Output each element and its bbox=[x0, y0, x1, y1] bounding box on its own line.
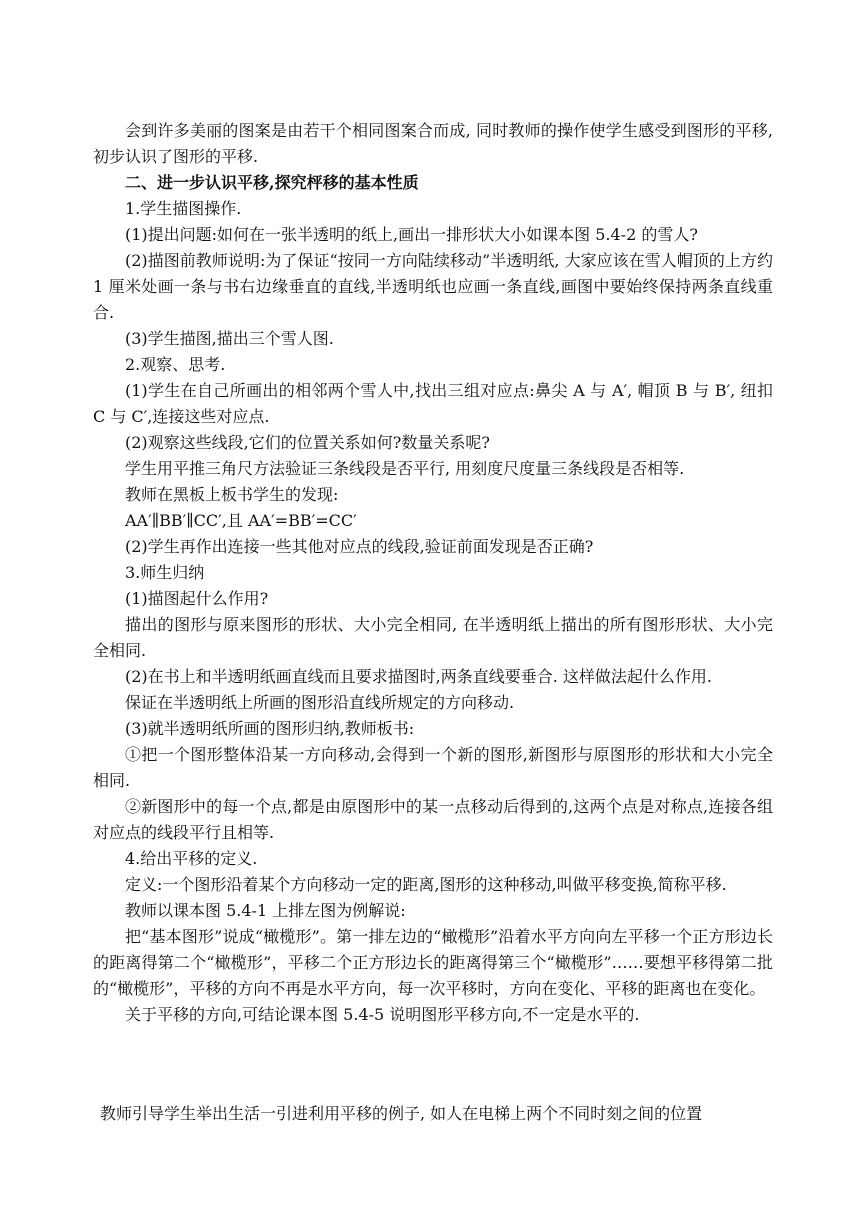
paragraph: (2)观察这些线段,它们的位置关系如何?数量关系呢? bbox=[125, 433, 490, 452]
paragraph-last-line: 教师引导学生举出生活一引进利用平移的例子, 如人在电梯上两个不同时刻之间的位置 bbox=[100, 1104, 703, 1123]
paragraph: (2)学生再作出连接一些其他对应点的线段,验证前面发现是否正确? bbox=[125, 537, 594, 556]
section-heading: 二、进一步认识平移,探究枰移的基本性质 bbox=[125, 173, 419, 192]
paragraph: 描出的图形与原来图形的形状、大小完全相同, 在半透明纸上描出的所有图形形状、大小完全相同. bbox=[93, 615, 773, 660]
paragraph: 把“基本图形”说成“橄榄形”。第一排左边的“橄榄形”沿着水平方向向左平移一个正方形边长的距离得第二个“橄榄形”，平移二个正方形边长的距离得第三个“橄榄形”……要想平移得第二批的“橄榄形”，平移的方向不再是水平方向，每一次平移时，方向在变化、平移的距离也在变化。 bbox=[93, 927, 773, 998]
paragraph: 教师在黑板上板书学生的发现: bbox=[125, 485, 339, 504]
paragraph: 定义:一个图形沿着某个方向移动一定的距离,图形的这种移动,叫做平移变换,简称平移. bbox=[125, 875, 727, 894]
paragraph: (2)在书上和半透明纸画直线而且要求描图时,两条直线要垂合. 这样做法起什么作用. bbox=[125, 667, 713, 686]
paragraph: 4.给出平移的定义. bbox=[125, 849, 258, 868]
paragraph: ②新图形中的每一个点,都是由原图形中的某一点移动后得到的,这两个点是对称点,连接各组对应点的线段平行且相等. bbox=[93, 797, 773, 842]
paragraph: (1)学生在自己所画出的相邻两个雪人中,找出三组对应点:鼻尖 A 与 A′, 帽顶 B 与 B′, 纽扣 C 与 C′,连接这些对应点. bbox=[93, 381, 773, 426]
paragraph: 教师以课本图 5.4-1 上排左图为例解说: bbox=[125, 901, 406, 920]
paragraph: 学生用平推三角尺方法验证三条线段是否平行, 用刻度尺度量三条线段是否相等. bbox=[125, 459, 685, 478]
paragraph: 会到许多美丽的图案是由若干个相同图案合而成, 同时教师的操作使学生感受到图形的平移,初步认识了图形的平移. bbox=[93, 121, 773, 166]
paragraph: (1)描图起什么作用? bbox=[125, 589, 269, 608]
paragraph: (1)提出问题:如何在一张半透明的纸上,画出一排形状大小如课本图 5.4-2 的雪人? bbox=[125, 225, 698, 244]
document-body bbox=[93, 118, 773, 1028]
paragraph: 1.学生描图操作. bbox=[125, 199, 242, 218]
paragraph: ①把一个图形整体沿某一方向移动,会得到一个新的图形,新图形与原图形的形状和大小完全相同. bbox=[93, 745, 773, 790]
paragraph: 保证在半透明纸上所画的图形沿直线所规定的方向移动. bbox=[125, 693, 515, 712]
formula-line: AA′∥BB′∥CC′,且 AA′=BB′=CC′ bbox=[125, 511, 357, 530]
paragraph: 3.师生归纳 bbox=[125, 563, 205, 582]
paragraph: (2)描图前教师说明:为了保证“按同一方向陆续移动”半透明纸, 大家应该在雪人帽顶的上方约 1 厘米处画一条与书右边缘垂直的直线,半透明纸也应画一条直线,画图中要始终保持两条直线重合. bbox=[93, 251, 773, 322]
paragraph: 2.观察、思考. bbox=[125, 355, 226, 374]
paragraph: (3)学生描图,描出三个雪人图. bbox=[125, 329, 334, 348]
paragraph: 关于平移的方向,可结论课本图 5.4-5 说明图形平移方向,不一定是水平的. bbox=[125, 1005, 640, 1024]
paragraph: (3)就半透明纸所画的图形归纳,教师板书: bbox=[125, 719, 415, 738]
